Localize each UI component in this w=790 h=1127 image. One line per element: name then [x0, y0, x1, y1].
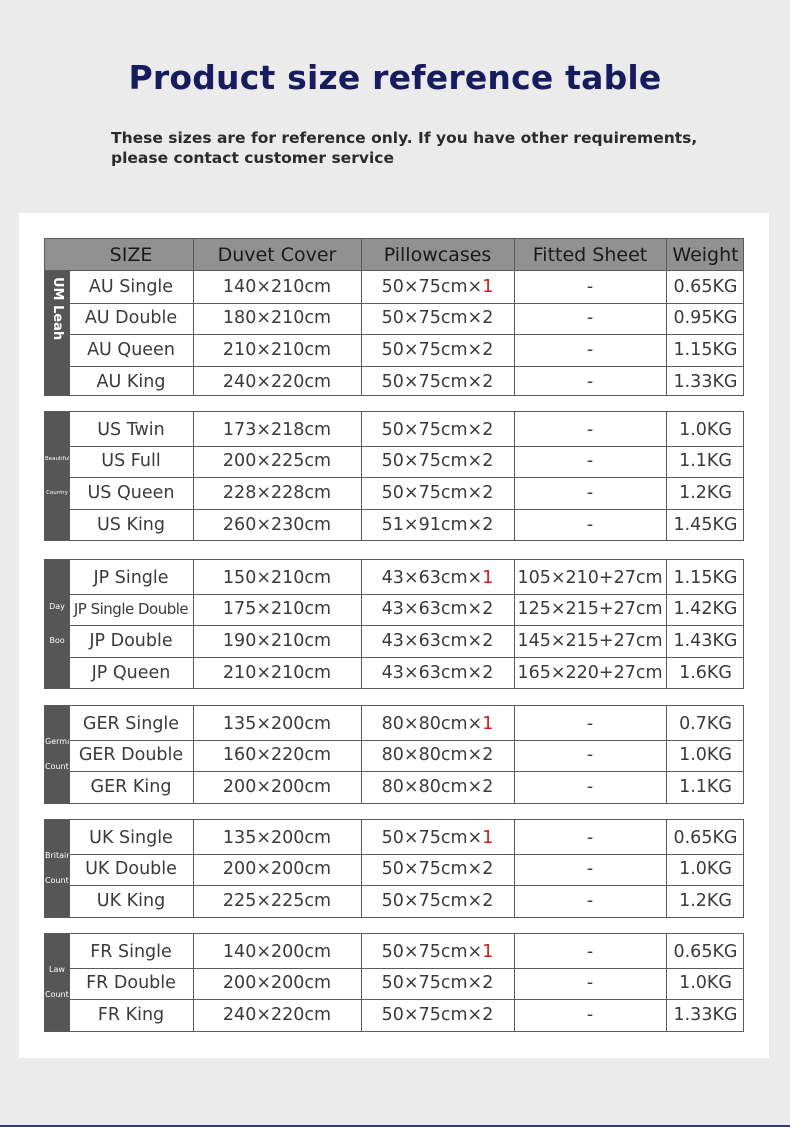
pillowcase-size: 51×91cm× — [381, 514, 483, 535]
size-group — [44, 238, 744, 396]
size-cell: JP Queen — [91, 662, 171, 683]
fitted-sheet-cell: - — [586, 419, 594, 440]
weight-cell: 1.1KG — [679, 776, 732, 797]
region-label-text: UM — [50, 277, 65, 301]
pillowcase-quantity: 1 — [482, 567, 494, 588]
duvet-cover-cell: 240×220cm — [222, 1004, 332, 1025]
size-cell: UK Double — [85, 859, 177, 880]
pillowcase-quantity: 2 — [482, 451, 494, 472]
pillowcase-cell — [361, 414, 514, 446]
pillowcase-cell — [361, 885, 514, 917]
pillowcase-size: 80×80cm× — [381, 745, 483, 766]
duvet-cover-cell: 175×210cm — [222, 599, 332, 620]
region-label-text: Day — [49, 601, 65, 611]
region-label — [45, 706, 82, 803]
region-label-text: Country — [45, 990, 77, 1000]
size-cell: JP Single Double — [73, 600, 189, 619]
pillowcase-quantity: 1 — [482, 941, 494, 962]
pillowcase-quantity: 2 — [482, 514, 494, 535]
size-cell: JP Double — [89, 630, 173, 651]
pillowcase-cell — [361, 334, 514, 366]
pillowcase-quantity: 1 — [482, 276, 494, 297]
size-cell: UK Single — [89, 827, 173, 848]
fitted-sheet-cell: 145×215+27cm — [517, 630, 663, 651]
duvet-cover-cell: 173×218cm — [222, 419, 332, 440]
size-cell: AU Single — [88, 276, 174, 297]
region-label-text: Germany — [45, 736, 82, 746]
header-divider — [666, 239, 667, 271]
weight-cell: 1.1KG — [679, 451, 732, 472]
pillowcase-quantity: 2 — [482, 371, 494, 392]
pillowcase-size: 80×80cm× — [381, 776, 483, 797]
size-cell: GER Single — [82, 713, 180, 734]
pillowcase-cell — [361, 708, 514, 740]
size-group — [44, 933, 744, 1032]
size-cell: FR Single — [90, 941, 172, 962]
pillowcase-cell — [361, 366, 514, 398]
size-cell: US King — [96, 514, 166, 535]
pillowcase-cell — [361, 854, 514, 886]
size-cell: FR King — [97, 1004, 165, 1025]
pillowcase-cell — [361, 740, 514, 772]
pillowcase-cell — [361, 771, 514, 803]
fitted-sheet-cell: - — [586, 339, 594, 360]
weight-cell: 1.43KG — [673, 630, 738, 651]
pillowcase-size: 50×75cm× — [381, 339, 483, 360]
fitted-sheet-cell: - — [586, 514, 594, 535]
pillowcase-size: 50×75cm× — [381, 371, 483, 392]
weight-cell: 1.15KG — [673, 567, 738, 588]
duvet-cover-cell: 240×220cm — [222, 371, 332, 392]
fitted-sheet-cell: - — [586, 776, 594, 797]
pillowcase-size: 43×63cm× — [381, 630, 483, 651]
pillowcase-size: 43×63cm× — [381, 662, 483, 683]
size-cell: AU Double — [84, 308, 178, 329]
region-label-text: Country — [45, 876, 77, 886]
pillowcase-size: 50×75cm× — [381, 276, 483, 297]
fitted-sheet-cell: - — [586, 482, 594, 503]
pillowcase-cell — [361, 936, 514, 968]
pillowcase-size: 50×75cm× — [381, 482, 483, 503]
size-group — [44, 559, 744, 689]
column-header: Duvet Cover — [217, 244, 337, 266]
weight-cell: 1.33KG — [673, 371, 738, 392]
pillowcase-size: 50×75cm× — [381, 1004, 483, 1025]
header-divider — [193, 239, 194, 271]
pillowcase-quantity: 2 — [482, 482, 494, 503]
weight-cell: 1.45KG — [673, 514, 738, 535]
pillowcase-cell — [361, 477, 514, 509]
region-label-text: Law — [49, 964, 65, 974]
duvet-cover-cell: 210×210cm — [222, 662, 332, 683]
weight-cell: 0.65KG — [673, 827, 738, 848]
region-label-text: Boo — [49, 635, 65, 645]
weight-cell: 0.65KG — [673, 941, 738, 962]
duvet-cover-cell: 225×225cm — [222, 890, 332, 911]
weight-cell: 1.0KG — [679, 745, 732, 766]
region-label-text: Country — [46, 489, 68, 496]
duvet-cover-cell: 140×210cm — [222, 276, 332, 297]
region-label-text: Beautiful — [45, 455, 70, 462]
pillowcase-quantity: 2 — [482, 339, 494, 360]
region-label — [45, 820, 77, 917]
fitted-sheet-cell: 105×210+27cm — [517, 567, 663, 588]
pillowcase-size: 43×63cm× — [381, 567, 483, 588]
pillowcase-size: 50×75cm× — [381, 890, 483, 911]
weight-cell: 1.0KG — [679, 859, 732, 880]
fitted-sheet-cell: - — [586, 941, 594, 962]
size-cell: US Queen — [87, 482, 175, 503]
pillowcase-size: 43×63cm× — [381, 599, 483, 620]
column-header: SIZE — [109, 244, 153, 266]
pillowcase-cell — [361, 822, 514, 854]
pillowcase-size: 50×75cm× — [381, 451, 483, 472]
reference-note-line-2: please contact customer service — [111, 149, 394, 167]
region-label — [45, 412, 69, 540]
pillowcase-cell — [361, 968, 514, 1000]
weight-cell: 1.0KG — [679, 419, 732, 440]
pillowcase-quantity: 2 — [482, 662, 494, 683]
table-header — [45, 239, 743, 271]
column-header: Fitted Sheet — [532, 244, 648, 266]
header-divider — [514, 239, 515, 271]
pillowcase-size: 50×75cm× — [381, 419, 483, 440]
pillowcase-cell — [361, 657, 514, 689]
size-cell: AU King — [96, 371, 166, 392]
region-label — [45, 560, 69, 688]
fitted-sheet-cell: - — [586, 308, 594, 329]
pillowcase-cell — [361, 509, 514, 541]
pillowcase-cell — [361, 446, 514, 478]
duvet-cover-cell: 200×200cm — [222, 776, 332, 797]
size-cell: UK King — [96, 890, 166, 911]
pillowcase-cell — [361, 999, 514, 1031]
weight-cell: 1.6KG — [679, 662, 732, 683]
fitted-sheet-cell: - — [586, 276, 594, 297]
reference-note — [111, 128, 711, 168]
pillowcase-size: 50×75cm× — [381, 827, 483, 848]
weight-cell: 0.7KG — [679, 713, 732, 734]
pillowcase-quantity: 2 — [482, 745, 494, 766]
pillowcase-quantity: 2 — [482, 630, 494, 651]
pillowcase-quantity: 2 — [482, 890, 494, 911]
fitted-sheet-cell: 125×215+27cm — [517, 599, 663, 620]
size-group — [44, 819, 744, 918]
duvet-cover-cell: 140×200cm — [222, 941, 332, 962]
region-label-text: Britain — [45, 850, 72, 860]
duvet-cover-cell: 150×210cm — [222, 567, 332, 588]
duvet-cover-cell: 135×200cm — [222, 827, 332, 848]
duvet-cover-cell: 210×210cm — [222, 339, 332, 360]
duvet-cover-cell: 200×225cm — [222, 451, 332, 472]
pillowcase-quantity: 1 — [482, 713, 494, 734]
weight-cell: 0.95KG — [673, 308, 738, 329]
pillowcase-size: 50×75cm× — [381, 973, 483, 994]
pillowcase-quantity: 2 — [482, 599, 494, 620]
reference-note-line-1: These sizes are for reference only. If you have other requirements, — [111, 129, 698, 147]
header-divider — [361, 239, 362, 271]
pillowcase-quantity: 2 — [482, 973, 494, 994]
fitted-sheet-cell: - — [586, 451, 594, 472]
column-header: Weight — [672, 244, 739, 266]
region-label-text: Leah — [50, 305, 65, 341]
pillowcase-size: 80×80cm× — [381, 713, 483, 734]
pillowcase-size: 50×75cm× — [381, 859, 483, 880]
weight-cell: 1.2KG — [679, 482, 732, 503]
duvet-cover-cell: 200×200cm — [222, 859, 332, 880]
pillowcase-size: 50×75cm× — [381, 941, 483, 962]
size-group — [44, 411, 744, 541]
weight-cell: 1.0KG — [679, 973, 732, 994]
duvet-cover-cell: 190×210cm — [222, 630, 332, 651]
pillowcase-quantity: 2 — [482, 419, 494, 440]
weight-cell: 1.2KG — [679, 890, 732, 911]
duvet-cover-cell: 228×228cm — [222, 482, 332, 503]
size-cell: GER King — [90, 776, 172, 797]
size-cell: AU Queen — [87, 339, 175, 360]
region-label-text: Country — [45, 762, 77, 772]
fitted-sheet-cell: - — [586, 827, 594, 848]
size-cell: JP Single — [93, 567, 169, 588]
duvet-cover-cell: 160×220cm — [222, 745, 332, 766]
weight-cell: 1.42KG — [673, 599, 738, 620]
size-cell: US Twin — [97, 419, 165, 440]
duvet-cover-cell: 200×200cm — [222, 973, 332, 994]
fitted-sheet-cell: - — [586, 371, 594, 392]
fitted-sheet-cell: - — [586, 1004, 594, 1025]
duvet-cover-cell: 260×230cm — [222, 514, 332, 535]
size-cell: GER Double — [78, 745, 184, 766]
duvet-cover-cell: 135×200cm — [222, 713, 332, 734]
weight-cell: 0.65KG — [673, 276, 738, 297]
region-label — [45, 934, 77, 1031]
weight-cell: 1.15KG — [673, 339, 738, 360]
column-header: Pillowcases — [383, 244, 492, 266]
pillowcase-quantity: 2 — [482, 859, 494, 880]
pillowcase-size: 50×75cm× — [381, 308, 483, 329]
fitted-sheet-cell: - — [586, 890, 594, 911]
size-cell: US Full — [101, 451, 161, 472]
fitted-sheet-cell: - — [586, 859, 594, 880]
size-cell: FR Double — [86, 973, 176, 994]
page-title: Product size reference table — [128, 58, 662, 97]
region-label — [45, 271, 69, 395]
pillowcase-quantity: 2 — [482, 1004, 494, 1025]
pillowcase-quantity: 2 — [482, 308, 494, 329]
pillowcase-quantity: 2 — [482, 776, 494, 797]
pillowcase-quantity: 1 — [482, 827, 494, 848]
duvet-cover-cell: 180×210cm — [222, 308, 332, 329]
fitted-sheet-cell: 165×220+27cm — [517, 662, 663, 683]
pillowcase-cell — [361, 594, 514, 626]
size-group — [44, 705, 744, 804]
fitted-sheet-cell: - — [586, 973, 594, 994]
weight-cell: 1.33KG — [673, 1004, 738, 1025]
pillowcase-cell — [361, 625, 514, 657]
pillowcase-cell — [361, 303, 514, 335]
fitted-sheet-cell: - — [586, 713, 594, 734]
pillowcase-cell — [361, 271, 514, 303]
pillowcase-cell — [361, 562, 514, 594]
fitted-sheet-cell: - — [586, 745, 594, 766]
